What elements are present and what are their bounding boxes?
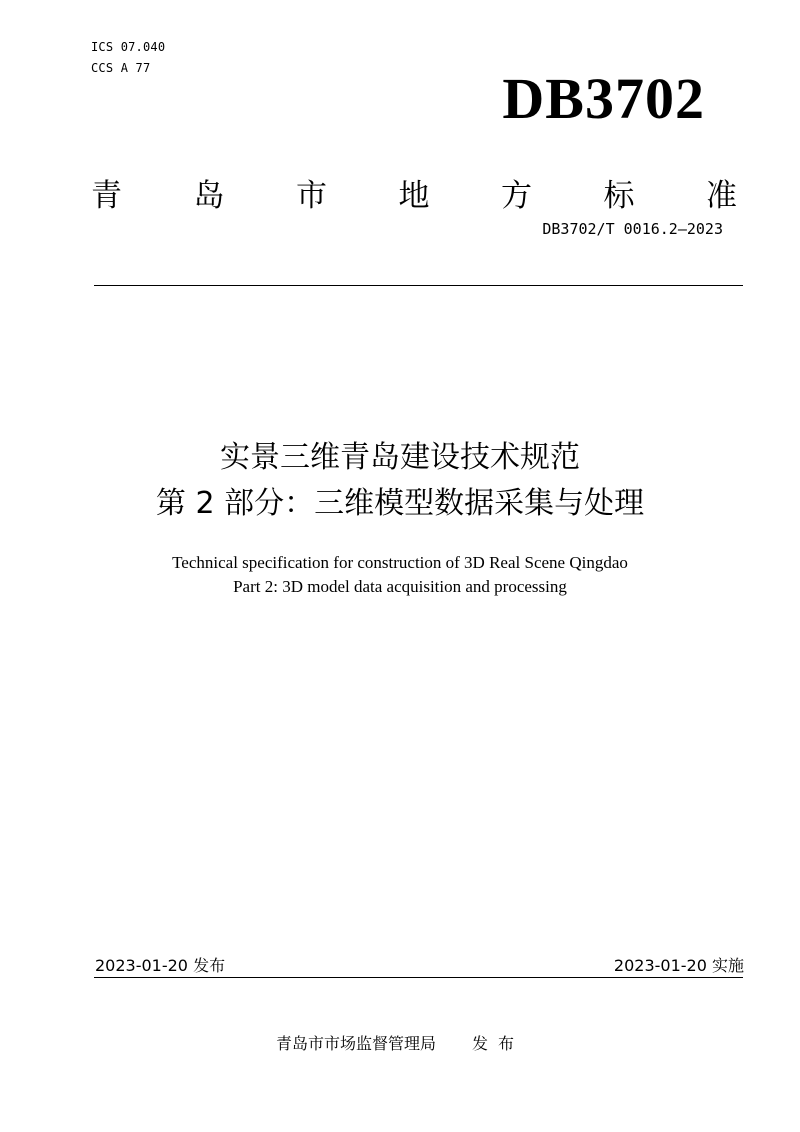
standard-type-char: 岛	[193, 178, 225, 214]
title-cn-line-1: 实景三维青岛建设技术规范	[220, 440, 580, 475]
implement-date: 2023-01-20 实施	[613, 956, 744, 975]
db-standard-logo: DB3702	[502, 66, 705, 131]
standard-type-heading	[91, 176, 737, 216]
title-en-line-1: Technical specification for construction of 3D Real Scene Qingdao	[172, 553, 628, 572]
standard-type-char: 地	[398, 178, 430, 214]
standard-number: DB3702/T 0016.2—2023	[542, 220, 723, 238]
title-cn-line-2: 第 2 部分：三维模型数据采集与处理	[155, 486, 645, 521]
title-en-line-2: Part 2: 3D model data acquisition and processing	[233, 577, 567, 596]
publish-date: 2023-01-20 发布	[95, 956, 226, 975]
publisher-line	[0, 1033, 800, 1055]
standard-type-char: 准	[706, 178, 737, 214]
publisher-action: 发布	[472, 1034, 525, 1053]
footer-divider	[94, 977, 743, 978]
standard-type-char: 青	[91, 178, 122, 214]
publisher-name: 青岛市市场监督管理局	[275, 1034, 436, 1053]
standard-type-char: 标	[603, 178, 635, 214]
standard-type-char: 市	[296, 178, 327, 214]
ccs-code: CCS A 77	[91, 61, 151, 75]
ics-code: ICS 07.040	[91, 40, 166, 54]
header-divider	[94, 285, 743, 286]
standard-type-char: 方	[501, 178, 532, 214]
